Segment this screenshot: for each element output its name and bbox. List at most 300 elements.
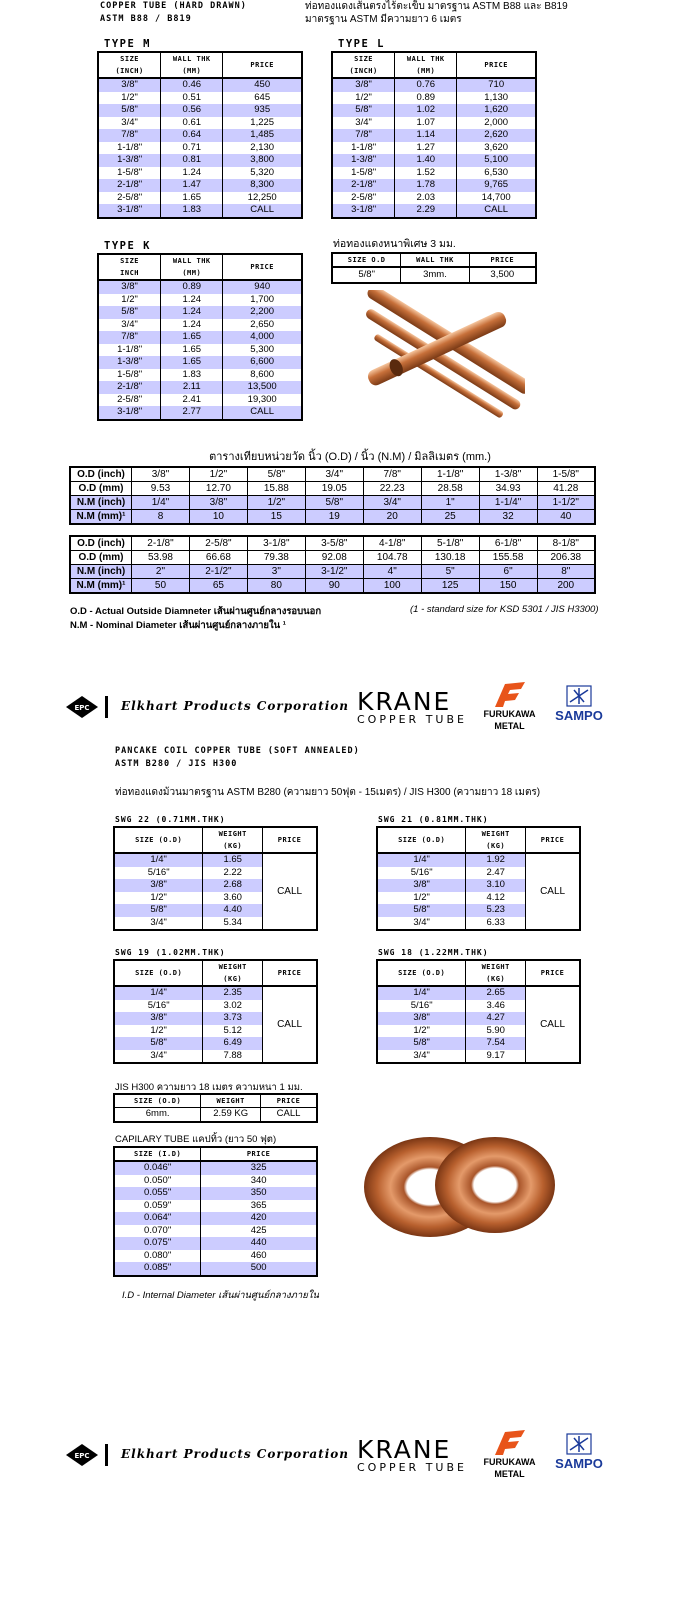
- conversion-row: [70, 496, 595, 510]
- price-cell: 340: [201, 1175, 317, 1188]
- size-cell: 5/8": [98, 104, 161, 117]
- price-cell: 2,650: [223, 319, 302, 332]
- conversion-cell: 5/8": [305, 496, 363, 510]
- table-row: [98, 406, 302, 420]
- title-en-line2: ASTM B88 / B819: [100, 14, 192, 24]
- weight-cell: 3.10: [466, 879, 526, 892]
- wall-cell: 2.77: [161, 406, 223, 420]
- size-cell: 2-5/8": [117, 393, 143, 405]
- wall-cell: 0.71: [161, 142, 223, 155]
- weight-cell: 3.73: [203, 1012, 263, 1025]
- price-cell: 14,700: [457, 192, 536, 205]
- price-cell: 425: [201, 1225, 317, 1238]
- table-row: [98, 117, 302, 130]
- size-cell: 7/8": [98, 331, 161, 344]
- conversion-cell: 8": [537, 565, 595, 579]
- price-cell: 2,130: [223, 142, 302, 155]
- conversion-cell: 3/4": [305, 467, 363, 482]
- price-cell: 935: [223, 104, 302, 117]
- table-row: [98, 142, 302, 155]
- weight-cell: 2.47: [466, 867, 526, 880]
- size-cell: 7/8": [332, 129, 395, 142]
- size-cell: 3/8": [98, 78, 161, 92]
- size-cell: 1/2": [413, 1024, 430, 1036]
- price-cell: 5,300: [223, 344, 302, 357]
- size-cell: 1-1/8": [117, 343, 143, 355]
- conversion-row-label: O.D (inch): [70, 467, 132, 482]
- conversion-cell: 150: [479, 579, 537, 594]
- brand-divider-2: [105, 1444, 108, 1466]
- capillary-title-text: CAPILARY TUBE แคปทิ้ว (ยาว 50 ฟุต): [115, 1134, 277, 1145]
- table-row: [98, 356, 302, 369]
- capillary-table: [113, 1146, 318, 1277]
- furukawa-text-2: METAL: [494, 721, 525, 731]
- wall-cell: 1.83: [161, 369, 223, 382]
- price-call-cell: CALL: [526, 853, 580, 930]
- conversion-cell: 5": [421, 565, 479, 579]
- table-row: [332, 154, 536, 167]
- conversion-row-label: O.D (mm): [70, 482, 132, 496]
- conversion-cell: 28.58: [421, 482, 479, 496]
- size-cell: 1/2": [150, 891, 167, 903]
- type_k-col-wall: [161, 254, 223, 280]
- swg21-col-size: SIZE (O.D): [377, 827, 466, 853]
- price-cell: 1,485: [223, 129, 302, 142]
- epc-logo-text: EPC: [74, 704, 90, 712]
- size-cell: 0.064": [114, 1212, 201, 1225]
- type_l-col-price: PRICE: [457, 52, 536, 78]
- conversion-cell: 40: [537, 510, 595, 525]
- table-row: [332, 204, 536, 218]
- table-row: [114, 1212, 317, 1225]
- elkhart-name: Elkhart Products Corporation: [121, 699, 350, 713]
- jis-table: [113, 1093, 318, 1123]
- conversion-cell: 25: [421, 510, 479, 525]
- swg18-col-price: PRICE: [526, 960, 580, 986]
- title-english: [100, 0, 247, 26]
- size-cell: 0.085": [114, 1262, 201, 1276]
- conversion-cell: 1/2": [189, 467, 247, 482]
- size-cell: 1/4": [114, 853, 203, 867]
- size-cell: 3/4": [413, 916, 430, 928]
- swg22-table: [113, 826, 318, 931]
- conversion-cell: 79.38: [247, 551, 305, 565]
- wall-cell: 1.24: [161, 294, 223, 307]
- jis-price: CALL: [261, 1108, 317, 1122]
- special-title: ท่อทองแดงหนาพิเศษ 3 มม.: [333, 238, 456, 250]
- size-cell: 3-1/8": [98, 204, 161, 218]
- type_l-col-wall-label: WALL THK: [406, 55, 445, 63]
- special-table: [331, 252, 537, 284]
- wall-cell: 0.64: [161, 129, 223, 142]
- price-call-cell: CALL: [526, 986, 580, 1063]
- conversion-cell: 3-5/8": [305, 536, 363, 551]
- conversion-cell: 5-1/8": [421, 536, 479, 551]
- price-cell: 5,320: [223, 167, 302, 180]
- price-cell: 440: [201, 1237, 317, 1250]
- type_k-col-wall-unit: (MM): [182, 269, 202, 277]
- weight-cell: 3.02: [203, 1000, 263, 1013]
- wall-cell: 1.65: [161, 356, 223, 369]
- conversion-cell: 90: [305, 579, 363, 594]
- size-cell: 1-3/8": [98, 154, 161, 167]
- type-k-table: [97, 253, 303, 421]
- conversion-row: [70, 579, 595, 594]
- furukawa-logo: [482, 680, 537, 732]
- size-cell: 1/2": [355, 91, 372, 103]
- conversion-cell: 20: [363, 510, 421, 525]
- swg22-col-price: PRICE: [263, 827, 317, 853]
- table-row: [114, 1237, 317, 1250]
- type-k-title: TYPE K: [104, 240, 151, 252]
- conversion-cell: 65: [189, 579, 247, 594]
- conversion-cell: 155.58: [479, 551, 537, 565]
- table-row: [98, 319, 302, 332]
- pancake-title-1: PANCAKE COIL COPPER TUBE (SOFT ANNEALED): [115, 746, 360, 756]
- size-cell: 5/16": [147, 999, 170, 1011]
- conversion-cell: 206.38: [537, 551, 595, 565]
- jis-col-price: PRICE: [261, 1094, 317, 1108]
- size-cell: 1/4": [377, 986, 466, 1000]
- conversion-cell: 1-1/4": [479, 496, 537, 510]
- price-cell: 460: [201, 1250, 317, 1263]
- conversion-cell: 2-1/8": [132, 536, 190, 551]
- type_m-col-wall-label: WALL THK: [172, 55, 211, 63]
- price-cell: 940: [223, 280, 302, 294]
- price-cell: 6,600: [223, 356, 302, 369]
- conversion-cell: 130.18: [421, 551, 479, 565]
- price-cell: CALL: [223, 406, 302, 420]
- size-cell: 0.055": [114, 1187, 201, 1200]
- conversion-cell: 22.23: [363, 482, 421, 496]
- special-size: 5/8": [358, 269, 375, 280]
- size-cell: 3/4": [150, 916, 167, 928]
- wall-cell: 0.51: [161, 92, 223, 105]
- size-cell: 5/16": [410, 866, 433, 878]
- size-cell: 1/4": [377, 853, 466, 867]
- wall-cell: 0.76: [395, 78, 457, 92]
- wall-cell: 0.46: [161, 78, 223, 92]
- wall-cell: 1.14: [395, 129, 457, 142]
- size-cell: 0.050": [144, 1174, 172, 1186]
- size-cell: 3/4": [413, 1049, 430, 1061]
- conversion-cell: 1-1/2": [537, 496, 595, 510]
- swg21-col-weight: [466, 827, 526, 853]
- type_m-col-wall: [161, 52, 223, 78]
- size-cell: 3/8": [98, 280, 161, 294]
- size-cell: 5/8": [377, 904, 466, 917]
- weight-cell: 5.23: [466, 904, 526, 917]
- krane-subtext-2: COPPER TUBE: [357, 1461, 467, 1474]
- conversion-cell: 6": [479, 565, 537, 579]
- size-cell: 1-5/8": [117, 166, 143, 178]
- wall-cell: 1.24: [161, 319, 223, 332]
- swg22-col-weight: [203, 827, 263, 853]
- elkhart-name-2: Elkhart Products Corporation: [121, 1447, 350, 1461]
- weight-cell: 1.65: [203, 853, 263, 867]
- size-cell: 3/8": [377, 1012, 466, 1025]
- price-cell: 2,200: [223, 306, 302, 319]
- size-cell: 5/16": [410, 999, 433, 1011]
- table-row: [332, 92, 536, 105]
- krane-logo-2: [357, 1435, 467, 1474]
- swg19-col-weight: [203, 960, 263, 986]
- pancake-desc: ท่อทองแดงม้วนมาตรฐาน ASTM B280 (ความยาว 50ฟุต - 15เมตร) / JIS H300 (ความยาว 18 เมตร): [115, 787, 541, 798]
- epc-logo-2-text: EPC: [74, 1452, 90, 1460]
- size-cell: 3/4": [150, 1049, 167, 1061]
- conversion-cell: 1": [421, 496, 479, 510]
- type_l-col-wall-unit: (MM): [416, 67, 436, 75]
- wall-cell: 1.65: [161, 331, 223, 344]
- price-cell: 1,130: [457, 92, 536, 105]
- furukawa-mark-icon: [493, 680, 527, 708]
- table-row: [377, 853, 580, 867]
- jis-col-size: SIZE (O.D): [114, 1094, 201, 1108]
- price-cell: 325: [201, 1161, 317, 1175]
- size-cell: 1/2": [121, 91, 138, 103]
- conversion-cell: 9.53: [132, 482, 190, 496]
- wall-cell: 1.40: [395, 154, 457, 167]
- weight-cell: 4.40: [203, 904, 263, 917]
- type_m-col-wall-unit: (MM): [182, 67, 202, 75]
- type_l-col-size-unit: (INCH): [349, 67, 378, 75]
- size-cell: 1/2": [413, 891, 430, 903]
- conversion-cell: 80: [247, 579, 305, 594]
- size-cell: 0.075": [114, 1237, 201, 1250]
- size-cell: 7/8": [98, 129, 161, 142]
- swg21-col-weight-unit: (KG): [486, 842, 506, 850]
- conversion-cell: 3-1/2": [305, 565, 363, 579]
- conversion-row: [70, 551, 595, 565]
- swg22-title: SWG 22 (0.71MM.THK): [115, 815, 226, 824]
- weight-cell: 7.54: [466, 1037, 526, 1050]
- title-th-line1: ท่อทองแดงเส้นตรงไร้ตะเข็บ มาตรฐาน ASTM B88 และ B819: [305, 1, 568, 12]
- table-row: [98, 104, 302, 117]
- size-cell: 0.070": [144, 1224, 172, 1236]
- wall-cell: 0.81: [161, 154, 223, 167]
- wall-cell: 1.65: [161, 344, 223, 357]
- jis-col-weight: WEIGHT: [201, 1094, 261, 1108]
- table-row: [98, 167, 302, 180]
- price-cell: 450: [223, 78, 302, 92]
- size-cell: 5/8": [332, 104, 395, 117]
- conversion-cell: 3": [247, 565, 305, 579]
- conversion-cell: 34.93: [479, 482, 537, 496]
- conversion-cell: 15: [247, 510, 305, 525]
- price-call-cell: CALL: [263, 853, 317, 930]
- conversion-cell: 3/4": [363, 496, 421, 510]
- pancake-title: [115, 745, 360, 771]
- type-l-table: [331, 51, 537, 219]
- weight-cell: 2.65: [466, 986, 526, 1000]
- table-row: [332, 117, 536, 130]
- table-row: [332, 142, 536, 155]
- type_m-col-size: [98, 52, 161, 78]
- weight-cell: 5.34: [203, 917, 263, 931]
- title-thai: [305, 0, 568, 26]
- krane-text-2: KRANE: [357, 1435, 452, 1464]
- wall-cell: 2.03: [395, 192, 457, 205]
- price-cell: 8,300: [223, 179, 302, 192]
- conversion-cell: 41.28: [537, 482, 595, 496]
- size-cell: 0.046": [114, 1161, 201, 1175]
- furukawa-mark-icon-2: [493, 1428, 527, 1456]
- price-cell: CALL: [457, 204, 536, 218]
- swg19-table: [113, 959, 318, 1064]
- swg19-col-weight-unit: (KG): [223, 975, 243, 983]
- furukawa-text-3: FURUKAWA: [483, 1457, 536, 1467]
- type-l-title: TYPE L: [338, 38, 385, 50]
- type_k-col-size-unit: INCH: [120, 269, 140, 277]
- table-row: [114, 1225, 317, 1238]
- conversion-cell: 8: [132, 510, 190, 525]
- table-row: [332, 129, 536, 142]
- conversion-cell: 15.88: [247, 482, 305, 496]
- conversion-row-label: O.D (inch): [70, 536, 132, 551]
- table-row: [114, 1175, 317, 1188]
- weight-cell: 3.60: [203, 892, 263, 905]
- conversion-cell: 2-1/2": [189, 565, 247, 579]
- weight-cell: 2.35: [203, 986, 263, 1000]
- special-col-wall: WALL THK: [401, 253, 469, 267]
- price-cell: 1,620: [457, 104, 536, 117]
- table-row: [114, 986, 317, 1000]
- capillary-col-price: PRICE: [201, 1147, 317, 1161]
- swg18-title: SWG 18 (1.22MM.THK): [378, 948, 489, 957]
- type_l-col-wall: [395, 52, 457, 78]
- table-row: [114, 1250, 317, 1263]
- table-row: [332, 192, 536, 205]
- pancake-title-2: ASTM B280 / JIS H300: [115, 759, 238, 769]
- conversion-cell: 2-5/8": [189, 536, 247, 551]
- wall-cell: 1.24: [161, 167, 223, 180]
- conversion-cell: 104.78: [363, 551, 421, 565]
- jis-title: JIS H300 ความยาว 18 เมตร ความหนา 1 มม.: [115, 1082, 303, 1093]
- size-cell: 0.080": [144, 1249, 172, 1261]
- type_m-col-size-unit: (INCH): [115, 67, 144, 75]
- wall-cell: 1.24: [161, 306, 223, 319]
- type_k-col-size: [98, 254, 161, 280]
- swg21-col-price: PRICE: [526, 827, 580, 853]
- type_l-col-size: [332, 52, 395, 78]
- weight-cell: 5.90: [466, 1025, 526, 1038]
- price-cell: 1,225: [223, 117, 302, 130]
- conversion-cell: 8-1/8": [537, 536, 595, 551]
- special-col-price: PRICE: [469, 253, 536, 267]
- conversion-row: [70, 482, 595, 496]
- table-row: [98, 129, 302, 142]
- wall-cell: 2.29: [395, 204, 457, 218]
- conversion-cell: 3/8": [132, 467, 190, 482]
- table-row: [114, 1161, 317, 1175]
- size-cell: 3-1/8": [332, 204, 395, 218]
- table-row: [98, 179, 302, 192]
- size-cell: 5/8": [98, 306, 161, 319]
- price-cell: 645: [223, 92, 302, 105]
- table-row: [377, 986, 580, 1000]
- price-cell: 5,100: [457, 154, 536, 167]
- wall-cell: 1.83: [161, 204, 223, 218]
- size-cell: 1-3/8": [332, 154, 395, 167]
- table-row: [98, 92, 302, 105]
- wall-cell: 0.56: [161, 104, 223, 117]
- table-row: [98, 78, 302, 92]
- conversion-cell: 10: [189, 510, 247, 525]
- epc-logo-2: [66, 1444, 98, 1466]
- size-cell: 3/4": [355, 116, 372, 128]
- conversion-cell: 66.68: [189, 551, 247, 565]
- title-en-line1: COPPER TUBE (HARD DRAWN): [100, 1, 247, 11]
- size-cell: 1/2": [121, 293, 138, 305]
- sampo-logo: [553, 684, 605, 723]
- table-row: [98, 306, 302, 319]
- conversion-cell: 50: [132, 579, 190, 594]
- conversion-table-1: [69, 466, 596, 525]
- conversion-cell: 1-1/8": [421, 467, 479, 482]
- swg22-col-weight-unit: (KG): [223, 842, 243, 850]
- type-m-table: [97, 51, 303, 219]
- size-cell: 5/8": [114, 1037, 203, 1050]
- swg22-col-size: SIZE (O.D): [114, 827, 203, 853]
- swg18-col-weight: [466, 960, 526, 986]
- swg19-title: SWG 19 (1.02MM.THK): [115, 948, 226, 957]
- conversion-cell: 1-3/8": [479, 467, 537, 482]
- swg18-col-weight-unit: (KG): [486, 975, 506, 983]
- title-th-line2: มาตรฐาน ASTM มีความยาว 6 เมตร: [305, 14, 462, 25]
- conversion-row: [70, 536, 595, 551]
- swg18-table: [376, 959, 581, 1064]
- weight-cell: 4.12: [466, 892, 526, 905]
- table-row: [98, 394, 302, 407]
- price-cell: 2,000: [457, 117, 536, 130]
- table-row: [332, 78, 536, 92]
- conversion-row-label: N.M (mm)¹: [70, 579, 132, 594]
- price-cell: 710: [457, 78, 536, 92]
- table-row: [332, 179, 536, 192]
- size-cell: 5/8": [114, 904, 203, 917]
- wall-cell: 1.65: [161, 192, 223, 205]
- capillary-col-size: SIZE (I.D): [114, 1147, 201, 1161]
- table-row: [332, 104, 536, 117]
- note-od: O.D - Actual Outside Diamneter เส้นผ่านศูนย์กลางรอบนอก: [70, 606, 322, 617]
- swg19-col-size: SIZE (O.D): [114, 960, 203, 986]
- conversion-cell: 100: [363, 579, 421, 594]
- table-row: [98, 381, 302, 394]
- size-cell: 3/8": [377, 879, 466, 892]
- type_k-col-wall-label: WALL THK: [172, 257, 211, 265]
- price-cell: CALL: [223, 204, 302, 218]
- weight-cell: 7.88: [203, 1050, 263, 1064]
- swg22-col-weight-label: WEIGHT: [218, 830, 247, 838]
- table-row: [98, 294, 302, 307]
- conversion-cell: 5/8": [247, 467, 305, 482]
- table-row: [114, 1187, 317, 1200]
- type_m-col-size-label: SIZE: [120, 55, 140, 63]
- table-row: [98, 369, 302, 382]
- conversion-cell: 125: [421, 579, 479, 594]
- price-cell: 3,800: [223, 154, 302, 167]
- conversion-cell: 19.05: [305, 482, 363, 496]
- note-nm: N.M - Nominal Diameter เส้นผ่านศูนย์กลางภายใน ¹: [70, 620, 286, 631]
- jis-weight: 2.59 KG: [201, 1108, 261, 1122]
- price-cell: 13,500: [223, 381, 302, 394]
- table-row: [98, 204, 302, 218]
- conversion-cell: 53.98: [132, 551, 190, 565]
- conversion-cell: 12.70: [189, 482, 247, 496]
- weight-cell: 6.49: [203, 1037, 263, 1050]
- type_k-col-price: PRICE: [223, 254, 302, 280]
- weight-cell: 1.92: [466, 853, 526, 867]
